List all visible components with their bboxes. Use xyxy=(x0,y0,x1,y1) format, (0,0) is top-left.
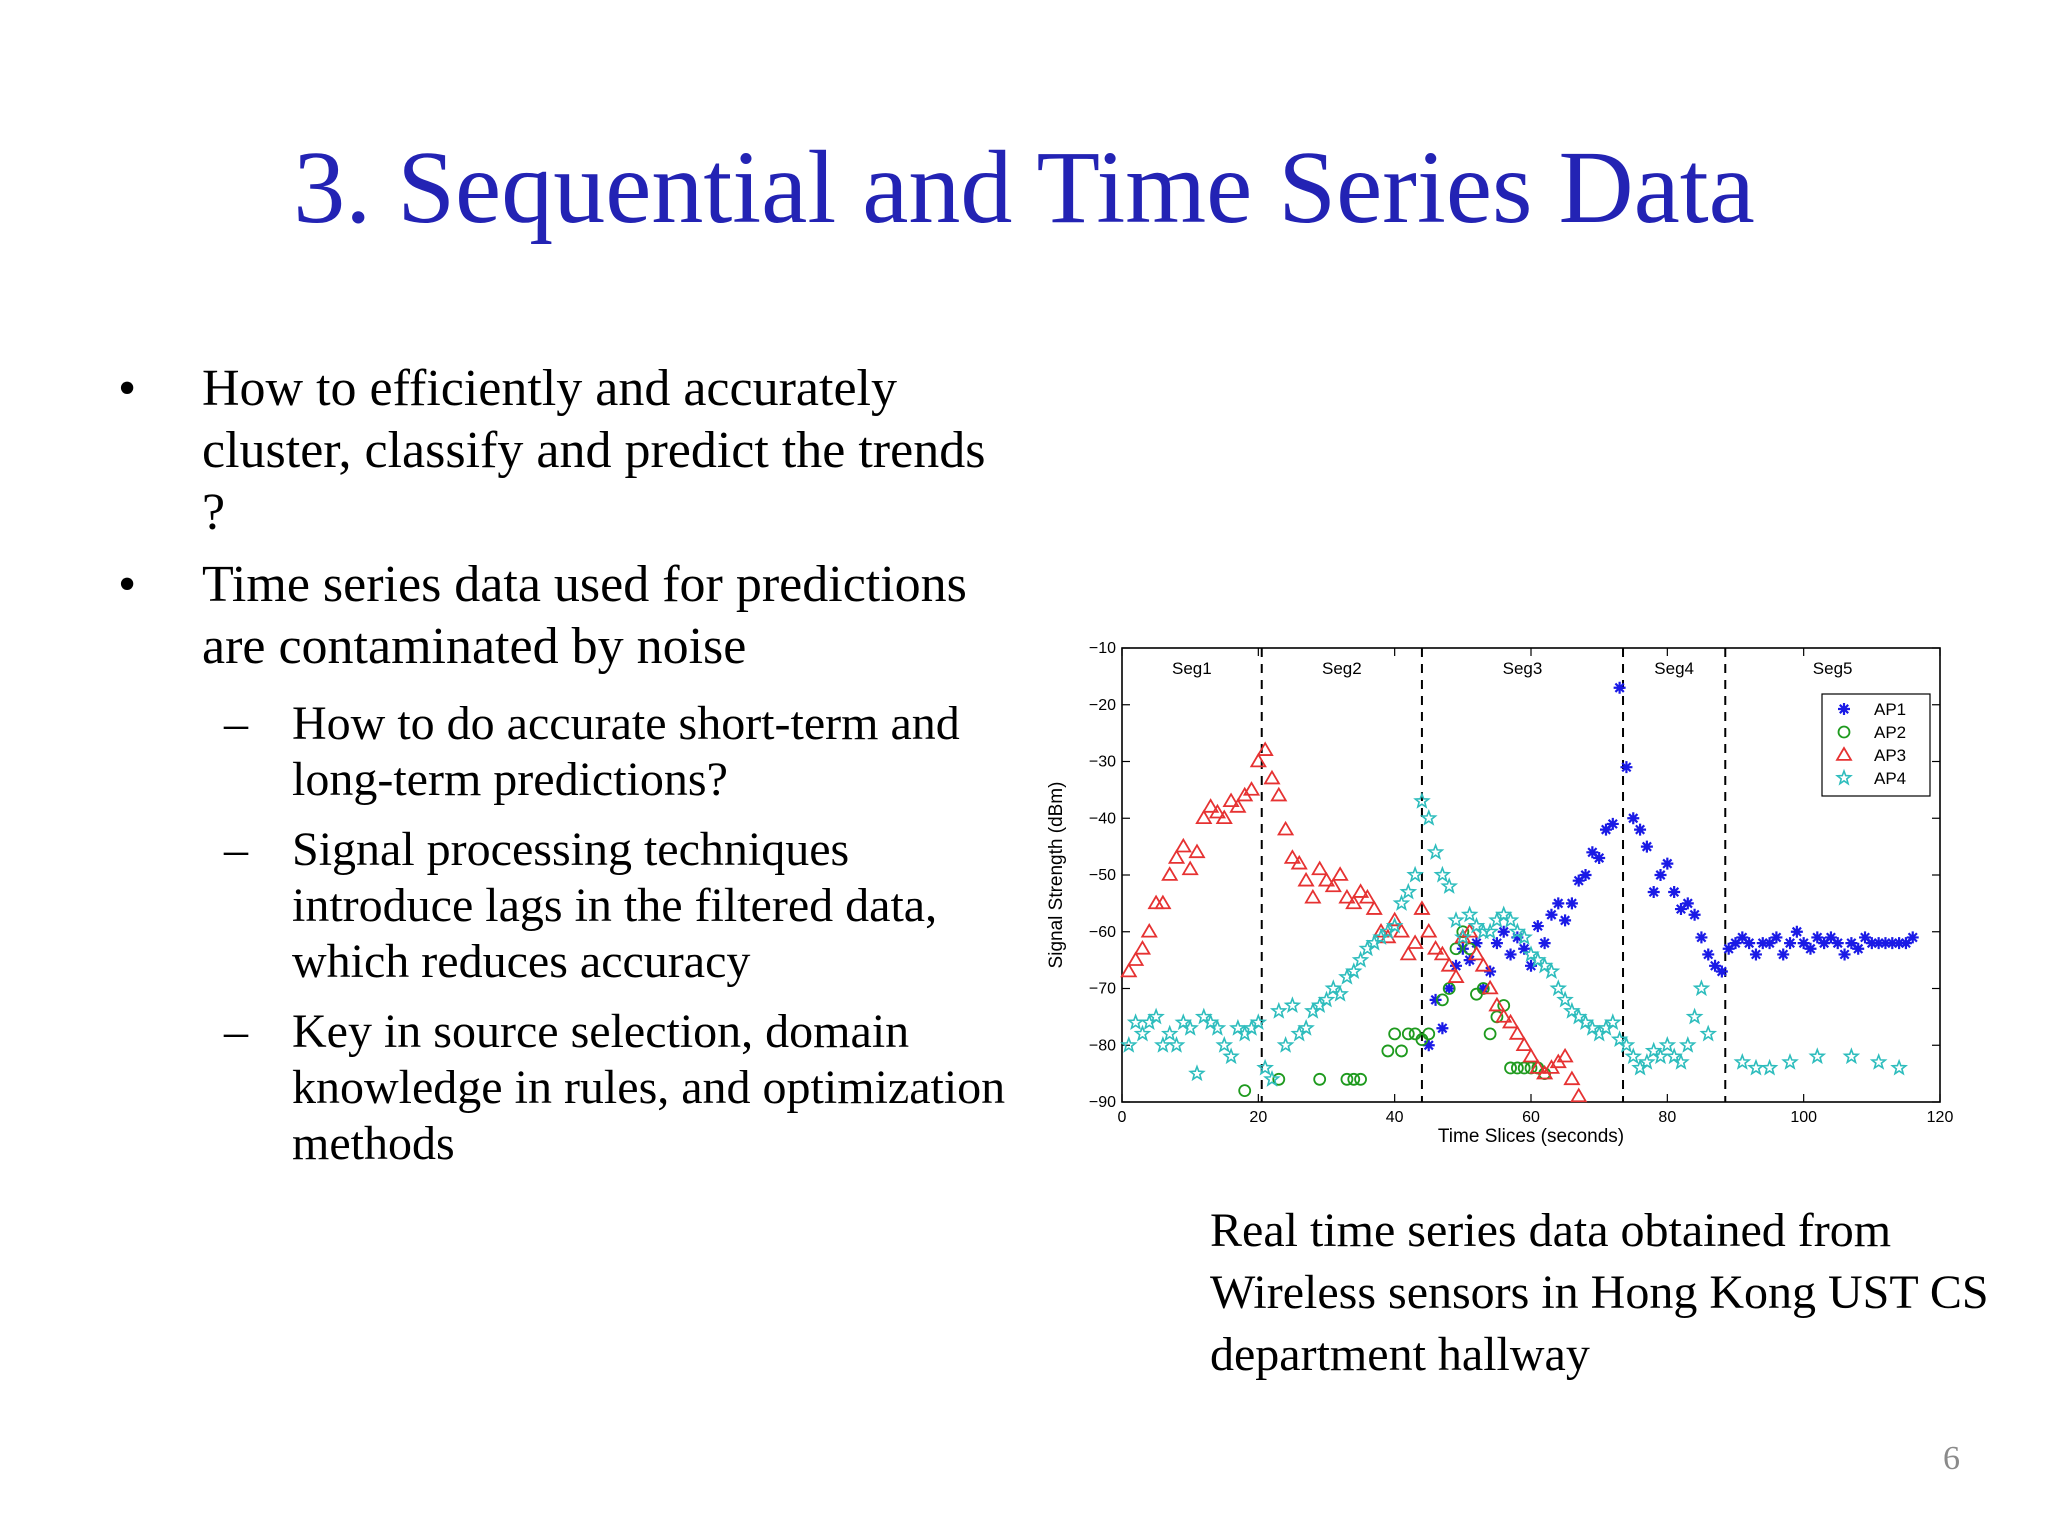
data-point-ap1 xyxy=(1436,1022,1448,1034)
data-point-ap1 xyxy=(1661,858,1673,870)
data-point-ap1 xyxy=(1607,818,1619,830)
data-point-ap4 xyxy=(1402,885,1415,898)
data-point-ap4 xyxy=(1122,1038,1135,1051)
sub-bullet-text: How to do accurate short-term and long-term predictions? xyxy=(292,697,960,806)
legend-label: AP2 xyxy=(1874,723,1907,742)
data-point-ap4 xyxy=(1627,1050,1640,1063)
sub-bullet-marker: – xyxy=(224,1005,248,1058)
y-tick-label: −30 xyxy=(1088,753,1116,771)
data-point-ap4 xyxy=(1736,1055,1749,1068)
data-point-ap4 xyxy=(1681,1038,1694,1051)
data-point-ap4 xyxy=(1272,1004,1285,1017)
data-point-ap3 xyxy=(1190,845,1204,857)
data-point-ap3 xyxy=(1510,1027,1524,1039)
data-point-ap1 xyxy=(1702,948,1714,960)
segment-label: Seg3 xyxy=(1502,659,1543,678)
sub-bullet-item xyxy=(118,1004,1018,1172)
data-point-ap3 xyxy=(1565,1072,1579,1084)
chart-svg xyxy=(1040,630,1960,1150)
data-point-ap3 xyxy=(1279,823,1293,835)
x-tick-label: 80 xyxy=(1658,1109,1677,1126)
data-point-ap1 xyxy=(1750,948,1762,960)
data-point-ap3 xyxy=(1258,743,1272,755)
bullet-list xyxy=(118,358,1018,1186)
data-point-ap1 xyxy=(1784,937,1796,949)
slide-title: 3. Sequential and Time Series Data xyxy=(293,130,1755,245)
data-point-ap4 xyxy=(1218,1038,1231,1051)
x-axis-label: Time Slices (seconds) xyxy=(1437,1126,1625,1147)
data-point-ap4 xyxy=(1661,1038,1674,1051)
data-point-ap1 xyxy=(1620,761,1632,773)
data-point-ap2 xyxy=(1239,1085,1250,1096)
data-point-ap3 xyxy=(1265,772,1279,784)
data-point-ap3 xyxy=(1122,964,1136,976)
data-point-ap3 xyxy=(1408,936,1422,948)
legend-marker xyxy=(1838,703,1850,715)
data-point-ap4 xyxy=(1558,993,1571,1006)
data-point-ap4 xyxy=(1190,1067,1203,1080)
data-point-ap2 xyxy=(1471,989,1482,1000)
data-point-ap4 xyxy=(1688,1010,1701,1023)
data-point-ap1 xyxy=(1682,897,1694,909)
data-point-ap3 xyxy=(1401,947,1415,959)
data-point-ap3 xyxy=(1367,902,1381,914)
data-point-ap2 xyxy=(1396,1045,1407,1056)
data-point-ap1 xyxy=(1777,948,1789,960)
bullet-text: Time series data used for predictions are contaminated by noise xyxy=(202,556,967,675)
data-point-ap4 xyxy=(1395,896,1408,909)
data-point-ap1 xyxy=(1791,926,1803,938)
data-point-ap3 xyxy=(1183,862,1197,874)
data-point-ap4 xyxy=(1136,1027,1149,1040)
data-point-ap1 xyxy=(1648,886,1660,898)
sub-bullet-item xyxy=(118,822,1018,990)
legend-label: AP3 xyxy=(1874,746,1907,765)
y-tick-label: −20 xyxy=(1088,696,1116,714)
data-point-ap3 xyxy=(1517,1038,1531,1050)
data-point-ap3 xyxy=(1422,925,1436,937)
data-point-ap3 xyxy=(1313,862,1327,874)
data-point-ap4 xyxy=(1702,1027,1715,1040)
data-point-ap3 xyxy=(1299,874,1313,886)
x-tick-label: 0 xyxy=(1117,1109,1127,1126)
data-point-ap1 xyxy=(1532,920,1544,932)
data-point-ap1 xyxy=(1498,926,1510,938)
y-tick-label: −40 xyxy=(1088,810,1116,828)
data-point-ap4 xyxy=(1279,1038,1292,1051)
data-point-ap4 xyxy=(1463,908,1476,921)
data-point-ap1 xyxy=(1641,841,1653,853)
data-point-ap4 xyxy=(1156,1038,1169,1051)
data-point-ap2 xyxy=(1382,1045,1393,1056)
data-point-ap3 xyxy=(1142,925,1156,937)
data-point-ap4 xyxy=(1170,1038,1183,1051)
data-point-ap1 xyxy=(1559,914,1571,926)
sub-bullet-item xyxy=(118,696,1018,808)
data-point-ap1 xyxy=(1491,937,1503,949)
data-point-ap1 xyxy=(1593,852,1605,864)
data-point-ap1 xyxy=(1552,897,1564,909)
data-point-ap3 xyxy=(1306,891,1320,903)
data-point-ap3 xyxy=(1170,851,1184,863)
data-point-ap4 xyxy=(1783,1055,1796,1068)
data-point-ap4 xyxy=(1811,1050,1824,1063)
data-point-ap3 xyxy=(1163,868,1177,880)
data-point-ap1 xyxy=(1627,812,1639,824)
chart-caption: Real time series data obtained from Wireless sensors in Hong Kong UST CS department hallway xyxy=(1210,1204,1989,1381)
data-point-ap1 xyxy=(1505,948,1517,960)
data-point-ap4 xyxy=(1845,1050,1858,1063)
y-tick-label: −80 xyxy=(1088,1037,1116,1055)
x-tick-label: 20 xyxy=(1249,1109,1268,1126)
legend-label: AP4 xyxy=(1874,769,1907,788)
data-point-ap2 xyxy=(1485,1028,1496,1039)
x-tick-label: 40 xyxy=(1385,1109,1404,1126)
data-point-ap1 xyxy=(1566,897,1578,909)
legend-label: AP1 xyxy=(1874,700,1907,719)
data-point-ap2 xyxy=(1410,1028,1421,1039)
data-point-ap1 xyxy=(1852,943,1864,955)
data-point-ap2 xyxy=(1314,1074,1325,1085)
y-tick-label: −50 xyxy=(1088,867,1116,884)
sub-bullet-list xyxy=(118,696,1018,1172)
sub-bullet-marker: – xyxy=(224,697,248,750)
data-point-ap4 xyxy=(1224,1050,1237,1063)
data-point-ap4 xyxy=(1695,982,1708,995)
data-point-ap1 xyxy=(1716,965,1728,977)
data-point-ap3 xyxy=(1524,1050,1538,1062)
data-point-ap3 xyxy=(1272,789,1286,801)
data-point-ap4 xyxy=(1259,1061,1272,1074)
data-point-ap2 xyxy=(1355,1074,1366,1085)
data-point-ap1 xyxy=(1695,931,1707,943)
data-point-ap4 xyxy=(1436,868,1449,881)
data-point-ap1 xyxy=(1804,943,1816,955)
data-point-ap4 xyxy=(1429,845,1442,858)
data-point-ap3 xyxy=(1176,840,1190,852)
bullet-marker: • xyxy=(118,360,137,417)
bullet-text: How to efficiently and accurately cluster, classify and predict the trends ? xyxy=(202,360,986,541)
y-tick-label: −60 xyxy=(1088,923,1116,941)
data-point-ap1 xyxy=(1539,937,1551,949)
data-point-ap1 xyxy=(1580,869,1592,881)
data-point-ap1 xyxy=(1655,869,1667,881)
data-point-ap1 xyxy=(1770,931,1782,943)
bullet-marker: • xyxy=(118,556,137,613)
data-point-ap4 xyxy=(1892,1061,1905,1074)
data-point-ap4 xyxy=(1552,982,1565,995)
bullet-item xyxy=(118,554,1018,678)
data-point-ap4 xyxy=(1163,1027,1176,1040)
data-point-ap3 xyxy=(1197,811,1211,823)
data-point-ap3 xyxy=(1572,1089,1586,1101)
data-point-ap1 xyxy=(1689,909,1701,921)
data-point-ap3 xyxy=(1135,942,1149,954)
data-point-ap1 xyxy=(1832,937,1844,949)
data-point-ap2 xyxy=(1389,1028,1400,1039)
data-point-ap4 xyxy=(1354,953,1367,966)
data-point-ap3 xyxy=(1333,868,1347,880)
data-point-ap4 xyxy=(1763,1061,1776,1074)
y-axis-label: Signal Strength (dBm) xyxy=(1046,781,1067,969)
y-tick-label: −10 xyxy=(1088,640,1116,657)
plot-frame xyxy=(1122,648,1940,1102)
data-point-ap4 xyxy=(1422,811,1435,824)
data-point-ap1 xyxy=(1907,931,1919,943)
segment-label: Seg1 xyxy=(1172,659,1212,678)
data-point-ap4 xyxy=(1872,1055,1885,1068)
sub-bullet-marker: – xyxy=(224,823,248,876)
data-point-ap3 xyxy=(1449,970,1463,982)
data-point-ap4 xyxy=(1443,879,1456,892)
data-point-ap4 xyxy=(1409,868,1422,881)
data-point-ap2 xyxy=(1423,1028,1434,1039)
signal-strength-chart xyxy=(1040,630,1960,1150)
sub-bullet-text: Key in source selection, domain knowledge in rules, and optimization methods xyxy=(292,1005,1006,1170)
segment-label: Seg4 xyxy=(1654,659,1695,678)
data-point-ap1 xyxy=(1839,948,1851,960)
y-tick-label: −70 xyxy=(1088,980,1116,998)
data-point-ap1 xyxy=(1545,909,1557,921)
data-point-ap4 xyxy=(1749,1061,1762,1074)
segment-label: Seg5 xyxy=(1812,659,1853,678)
page-number: 6 xyxy=(1943,1440,1960,1477)
bullet-item xyxy=(118,358,1018,544)
x-tick-label: 60 xyxy=(1522,1109,1540,1126)
data-point-ap4 xyxy=(1129,1016,1142,1029)
data-point-ap3 xyxy=(1129,953,1143,965)
x-tick-label: 120 xyxy=(1926,1109,1954,1126)
data-point-ap4 xyxy=(1286,999,1299,1012)
data-point-ap1 xyxy=(1634,824,1646,836)
segment-label: Seg2 xyxy=(1321,659,1362,678)
sub-bullet-text: Signal processing techniques introduce lags in the filtered data, which reduces accuracy xyxy=(292,823,938,988)
data-point-ap1 xyxy=(1668,886,1680,898)
y-tick-label: −90 xyxy=(1088,1094,1116,1111)
data-point-ap4 xyxy=(1449,913,1462,926)
data-point-ap3 xyxy=(1251,755,1265,767)
x-tick-label: 100 xyxy=(1790,1109,1818,1126)
